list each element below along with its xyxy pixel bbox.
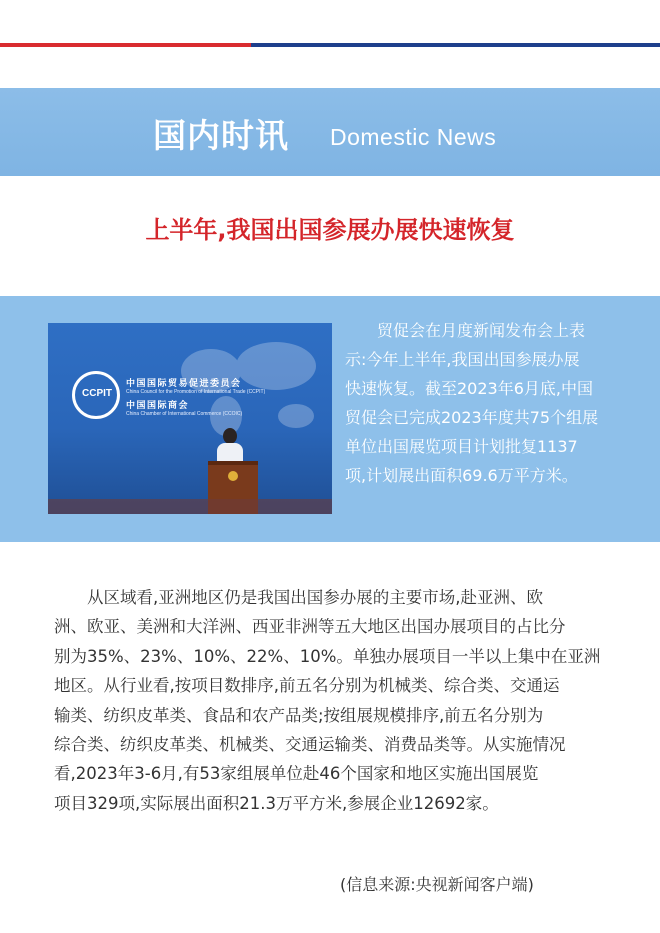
body-paragraph <box>54 583 634 818</box>
body-line: 项目329项,实际展出面积21.3万平方米,参展企业12692家。 <box>54 793 499 813</box>
lead-paragraph <box>345 316 641 490</box>
org-name-cn: 中国国际贸易促进委员会 <box>126 379 242 389</box>
lead-line: 项,计划展出面积69.6万平方米。 <box>345 466 578 485</box>
lead-line: 快速恢复。截至2023年6月底,中国 <box>345 379 593 398</box>
body-line: 综合类、纺织皮革类、机械类、交通运输类、消费品类等。从实施情况 <box>54 735 566 755</box>
body-line: 输类、纺织皮革类、食品和农产品类;按组展规模排序,前五名分别为 <box>54 705 544 725</box>
lead-line: 贸促会已完成2023年度共75个组展 <box>345 408 599 427</box>
org-name-en-2: China Chamber of International Commerce (CCOIC) <box>126 411 243 417</box>
podium-emblem-icon <box>228 471 238 481</box>
section-title-en: Domestic News <box>330 124 497 150</box>
lead-line: 单位出国展览项目计划批复1137 <box>345 437 578 456</box>
speaker-head <box>223 428 237 444</box>
source-attribution: (信息来源:央视新闻客户端) <box>340 875 534 894</box>
body-line: 从区域看,亚洲地区仍是我国出国参办展的主要市场,赴亚洲、欧 <box>87 588 543 607</box>
lead-line: 贸促会在月度新闻发布会上表 <box>377 321 586 340</box>
article-headline: 上半年,我国出国参展办展快速恢复 <box>145 216 515 244</box>
top-divider-rule <box>0 43 660 47</box>
body-line: 看,2023年3-6月,有53家组展单位赴46个国家和地区实施出国展览 <box>54 764 539 784</box>
org-name-cn-2: 中国国际商会 <box>126 401 190 411</box>
body-line: 别为35%、23%、10%、22%、10%。单独办展项目一半以上集中在亚洲 <box>54 646 601 666</box>
section-title-cn: 国内时讯 <box>153 116 289 155</box>
logo-text: CCPIT <box>82 388 112 399</box>
lead-line: 示:今年上半年,我国出国参展办展 <box>345 350 580 369</box>
body-line: 地区。从行业看,按项目数排序,前五名分别为机械类、综合类、交通运 <box>54 676 560 696</box>
audience-row <box>48 499 332 514</box>
body-line: 洲、欧亚、美洲和大洋洲、西亚非洲等五大地区出国办展项目的占比分 <box>54 617 566 637</box>
press-conference-photo <box>48 323 332 514</box>
org-name-en: China Council for the Promotion of International Trade (CCPIT) <box>126 389 266 395</box>
